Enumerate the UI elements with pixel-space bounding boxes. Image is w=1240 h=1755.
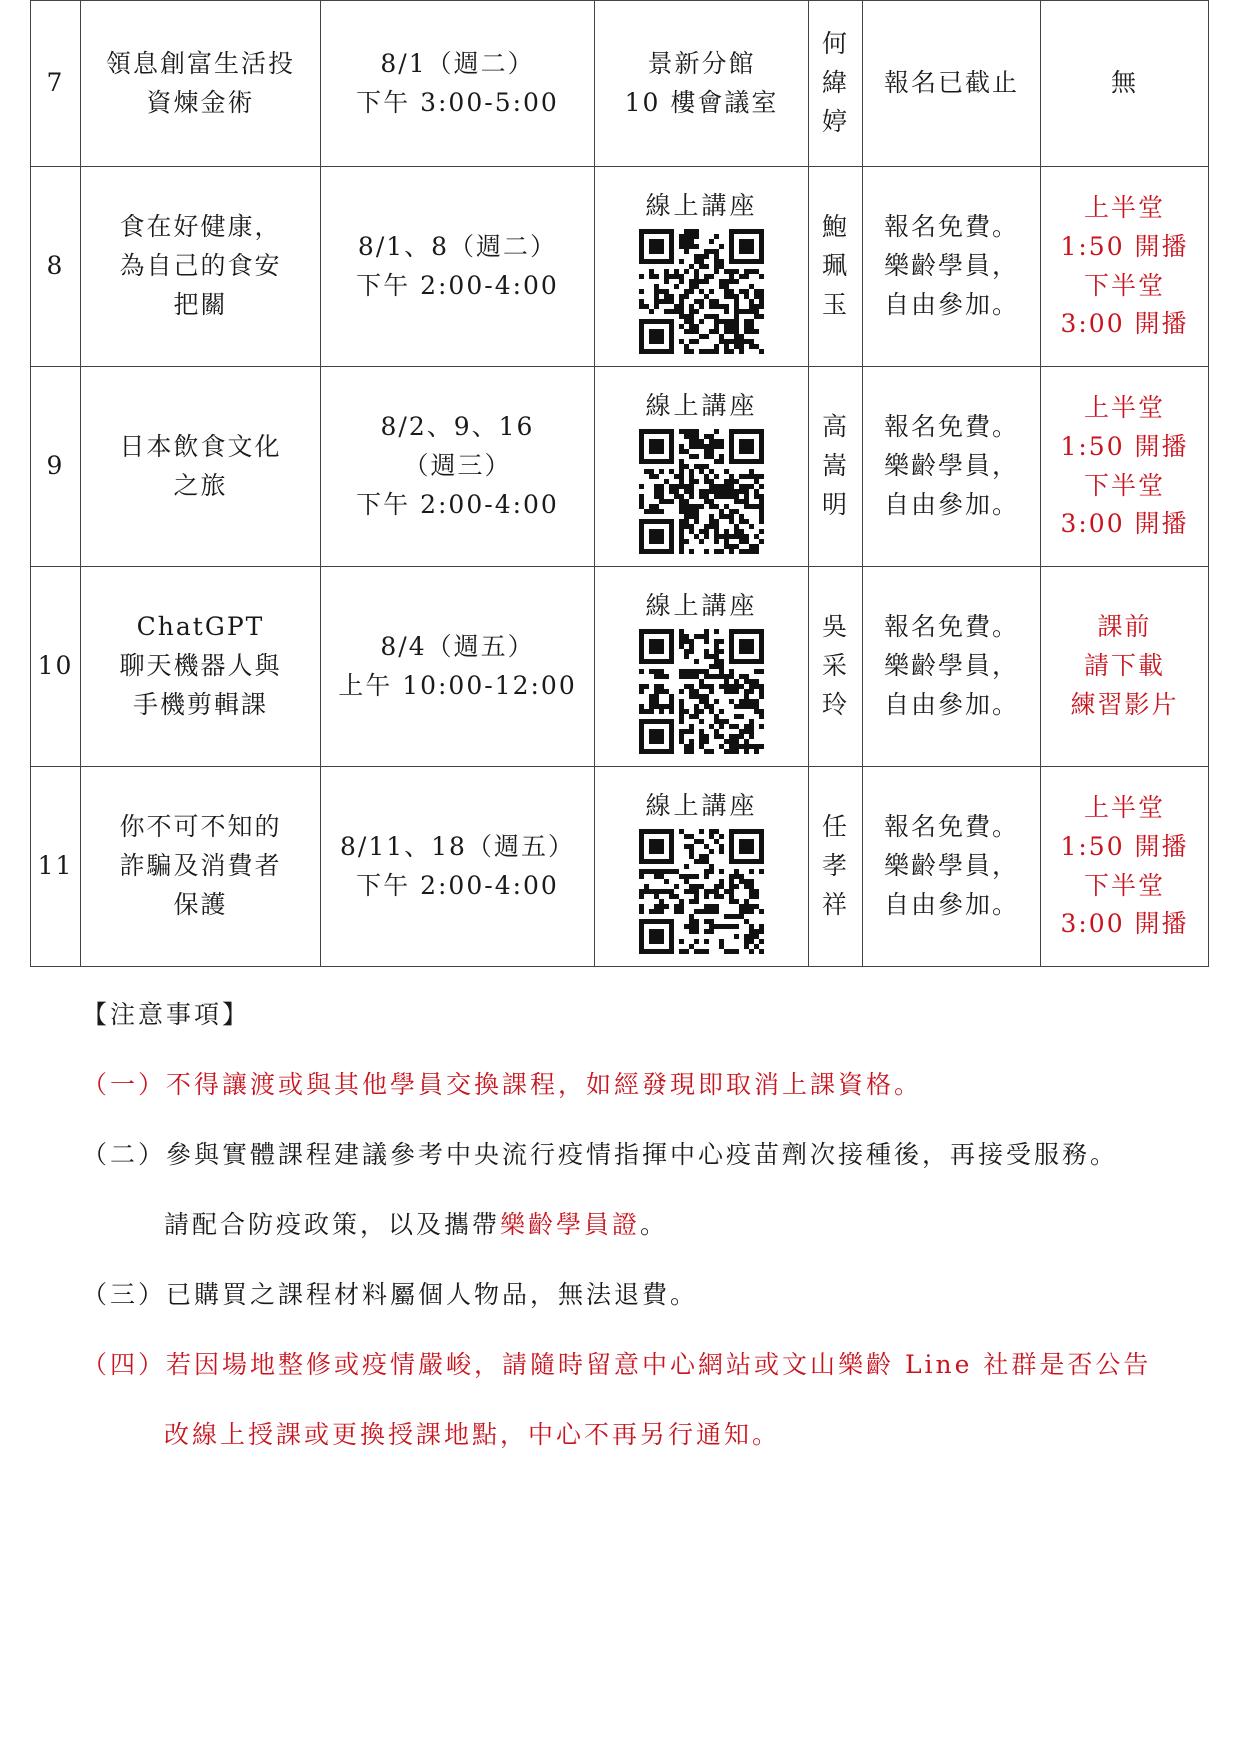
enrollment-line: 自由參加。: [883, 289, 1019, 319]
course-time-line: 下午 3:00-5:00: [356, 87, 559, 117]
table-row: [31, 567, 1209, 767]
teacher-name-char: 高: [821, 412, 849, 442]
remark-line: 課前: [1097, 612, 1152, 642]
remark-cell: [1041, 567, 1209, 767]
course-location-cell: [595, 367, 809, 567]
enrollment-cell: [863, 767, 1041, 967]
enrollment-cell: [863, 567, 1041, 767]
course-time-line: （週三）: [403, 451, 512, 481]
course-title-cell: [81, 767, 321, 967]
teacher-name-char: 珮: [821, 251, 849, 281]
online-lecture-label: 線上講座: [645, 590, 758, 620]
course-time-cell: [321, 767, 595, 967]
teacher-name-char: 任: [821, 812, 849, 842]
enrollment-cell: [863, 367, 1041, 567]
teacher-name-char: 明: [821, 489, 849, 519]
location-line: 景新分館: [647, 48, 756, 78]
note-item-2-continued: [164, 1205, 668, 1241]
qr-code-icon: [639, 429, 764, 554]
note-item-3: （三）已購買之課程材料屬個人物品，無法退費。: [82, 1280, 699, 1309]
remark-line: 下半堂: [1083, 470, 1165, 500]
remark-line: 1:50 開播: [1060, 831, 1189, 861]
enrollment-line: 樂齡學員，: [883, 851, 1019, 881]
course-title-line: 聊天機器人與: [119, 651, 282, 681]
teacher-name-char: 吳: [821, 612, 849, 642]
course-title-line: 之旅: [173, 470, 228, 500]
teacher-name-cell: [809, 767, 863, 967]
table-row: [31, 1, 1209, 167]
enrollment-line: 樂齡學員，: [883, 651, 1019, 681]
course-time-line: 8/11、18（週五）: [340, 831, 575, 861]
course-location-cell: [595, 167, 809, 367]
remark-cell: [1041, 367, 1209, 567]
remark-line: 下半堂: [1083, 270, 1165, 300]
course-title-line: ChatGPT: [136, 612, 265, 642]
enrollment-line: 自由參加。: [883, 889, 1019, 919]
course-time-line: 下午 2:00-4:00: [356, 870, 559, 900]
course-title-line: 食在好健康，: [119, 212, 282, 242]
course-number: 9: [31, 367, 81, 567]
course-title-line: 詐騙及消費者: [119, 851, 282, 881]
qr-code-icon: [639, 829, 764, 954]
course-time-line: 上午 10:00-12:00: [338, 670, 577, 700]
teacher-name-char: 嵩: [821, 451, 849, 481]
course-location-cell: [595, 1, 809, 167]
course-title-line: 把關: [173, 289, 228, 319]
teacher-name-char: 緯: [821, 68, 849, 98]
course-title-line: 手機剪輯課: [132, 689, 268, 719]
enrollment-line: 自由參加。: [883, 489, 1019, 519]
remark-line: 無: [1110, 68, 1138, 98]
remark-line: 1:50 開播: [1060, 231, 1189, 261]
enrollment-line: 報名免費。: [883, 612, 1019, 642]
teacher-name-char: 采: [821, 651, 849, 681]
course-title-cell: [81, 1, 321, 167]
remark-cell: [1041, 167, 1209, 367]
course-location-cell: [595, 567, 809, 767]
course-title-line: 資煉金術: [146, 87, 255, 117]
table-row: [31, 167, 1209, 367]
course-time-cell: [321, 367, 595, 567]
online-lecture-label: 線上講座: [645, 790, 758, 820]
course-time-line: 8/4（週五）: [380, 631, 535, 661]
enrollment-line: 自由參加。: [883, 689, 1019, 719]
course-number: 11: [31, 767, 81, 967]
remark-line: 練習影片: [1070, 689, 1179, 719]
remark-line: 1:50 開播: [1060, 431, 1189, 461]
teacher-name-char: 玲: [821, 689, 849, 719]
remark-line: 上半堂: [1083, 793, 1165, 822]
teacher-name-cell: [809, 167, 863, 367]
teacher-name-char: 何: [821, 29, 849, 59]
course-time-cell: [321, 1, 595, 167]
note-item-2: （二）參與實體課程建議參考中央流行疫情指揮中心疫苗劑次接種後，再接受服務。: [82, 1140, 1119, 1169]
location-line: 10 樓會議室: [624, 87, 779, 117]
remark-line: 上半堂: [1083, 393, 1165, 422]
course-title-cell: [81, 567, 321, 767]
course-time-line: 下午 2:00-4:00: [356, 489, 559, 519]
course-location-cell: [595, 767, 809, 967]
course-time-line: 8/1（週二）: [380, 48, 535, 78]
course-time-line: 8/1、8（週二）: [357, 231, 558, 261]
course-title-cell: [81, 367, 321, 567]
teacher-name-cell: [809, 567, 863, 767]
course-title-line: 領息創富生活投: [105, 48, 295, 78]
enrollment-line: 樂齡學員，: [883, 251, 1019, 281]
enrollment-cell: [863, 167, 1041, 367]
note-item-4-continued: 改線上授課或更換授課地點，中心不再另行通知。: [164, 1420, 781, 1449]
online-lecture-label: 線上講座: [645, 390, 758, 420]
remark-line: 下半堂: [1083, 870, 1165, 900]
enrollment-line: 報名已截止: [883, 68, 1019, 98]
teacher-name-cell: [809, 367, 863, 567]
teacher-name-char: 祥: [821, 889, 849, 919]
course-title-line: 你不可不知的: [119, 812, 282, 842]
senior-student-card-highlight: 樂齡學員證: [500, 1210, 641, 1239]
course-title-line: 日本飲食文化: [119, 431, 282, 461]
remark-line: 3:00 開播: [1060, 509, 1189, 539]
enrollment-line: 報名免費。: [883, 812, 1019, 842]
remark-cell: [1041, 767, 1209, 967]
online-lecture-label: 線上講座: [645, 190, 758, 220]
course-title-line: 保護: [173, 889, 228, 919]
enrollment-cell: [863, 1, 1041, 167]
table-row: [31, 767, 1209, 967]
notes-heading: 【注意事項】: [82, 1000, 251, 1029]
course-time-cell: [321, 567, 595, 767]
course-number: 8: [31, 167, 81, 367]
qr-code-icon: [639, 229, 764, 354]
note-item-4: （四）若因場地整修或疫情嚴峻，請隨時留意中心網站或文山樂齡 Line 社群是否公告: [82, 1350, 1152, 1379]
course-title-line: 為自己的食安: [119, 251, 282, 281]
teacher-name-char: 玉: [821, 289, 849, 319]
note-item-2-period: 。: [640, 1210, 669, 1239]
teacher-name-char: 婷: [821, 106, 849, 136]
remark-cell: [1041, 1, 1209, 167]
note-item-2-text: 請配合防疫政策，以及攜帶: [164, 1210, 501, 1239]
enrollment-line: 報名免費。: [883, 412, 1019, 442]
teacher-name-cell: [809, 1, 863, 167]
course-number: 7: [31, 1, 81, 167]
remark-line: 上半堂: [1083, 193, 1165, 222]
remark-line: 3:00 開播: [1060, 909, 1189, 939]
course-time-line: 8/2、9、16: [380, 412, 535, 442]
course-number: 10: [31, 567, 81, 767]
enrollment-line: 樂齡學員，: [883, 451, 1019, 481]
remark-line: 3:00 開播: [1060, 309, 1189, 339]
course-time-cell: [321, 167, 595, 367]
teacher-name-char: 孝: [821, 851, 849, 881]
course-time-line: 下午 2:00-4:00: [356, 270, 559, 300]
course-schedule-table: [30, 0, 1209, 967]
remark-line: 請下載: [1083, 651, 1165, 681]
enrollment-line: 報名免費。: [883, 212, 1019, 242]
qr-code-icon: [639, 629, 764, 754]
note-item-1: （一）不得讓渡或與其他學員交換課程，如經發現即取消上課資格。: [82, 1070, 923, 1099]
table-row: [31, 367, 1209, 567]
course-title-cell: [81, 167, 321, 367]
teacher-name-char: 鮑: [821, 212, 849, 242]
